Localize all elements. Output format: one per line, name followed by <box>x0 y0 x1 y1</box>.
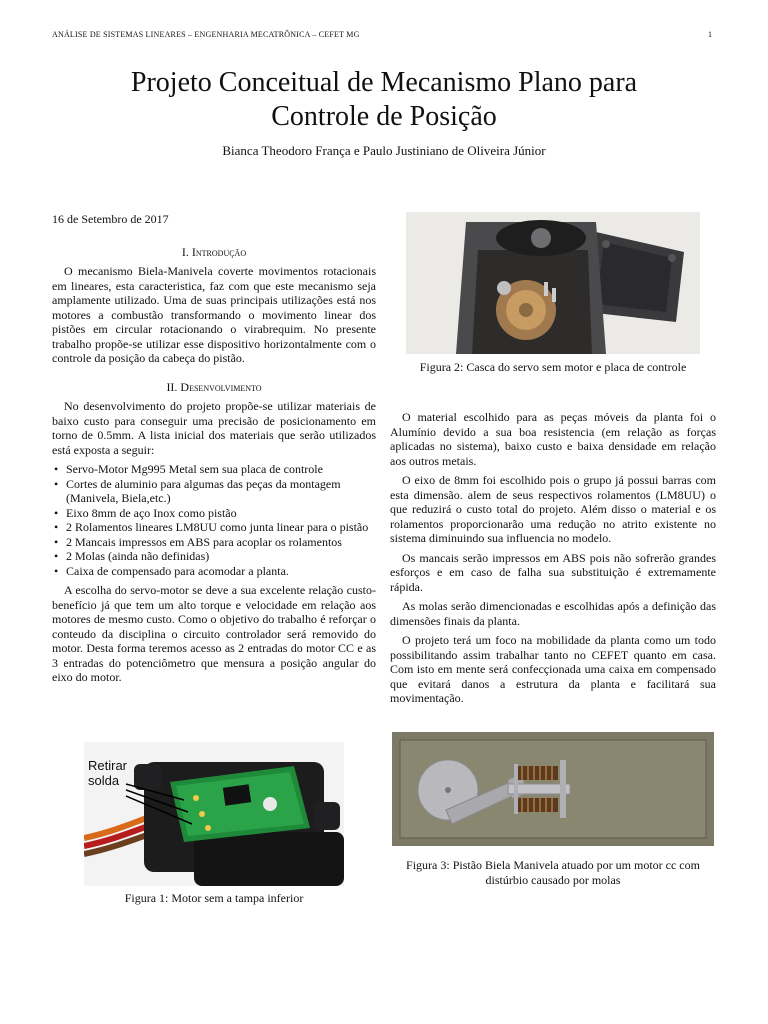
paper-date: 16 de Setembro de 2017 <box>52 212 169 226</box>
development-paragraph-2: A escolha do servo-motor se deve a sua excelente relação custo-benefício já que tem um alto torque e velocidade em relação aos motores de mesmo custo. Como o objetivo do trabalho é reforçar o conteudo da disciplina o circuito controlador será removido do motor. Desta forma teremos acesso as 2 entradas do motor CC e as 3 entradas do potenciômetro que mensura a posição angular do eixo do motor. <box>52 583 376 684</box>
list-item: • 2 Mancais impressos em ABS para acoplar os rolamentos <box>66 535 376 550</box>
crank-slider-illustration <box>390 724 716 850</box>
list-item: • Eixo 8mm de aço Inox como pistão <box>66 506 376 521</box>
servo-housing-illustration <box>406 212 700 354</box>
title-line-2: Controle de Posição <box>271 101 497 132</box>
list-item: • 2 Molas (ainda não definidas) <box>66 549 376 564</box>
left-column <box>52 212 376 690</box>
author-list: Bianca Theodoro França e Paulo Justiniano de Oliveira Júnior <box>222 143 546 158</box>
springs-paragraph: As molas serão dimencionadas e escolhidas após a definição das dimensões finais da planta. <box>390 599 716 628</box>
bearings-paragraph: Os mancais serão impressos em ABS pois não sofrerão grandes esforços e em caso de falha sua substituição é extremamente rápida. <box>390 550 716 594</box>
running-head: ANÁLISE DE SISTEMAS LINEARES – ENGENHARIA MECATRÔNICA – CEFET MG <box>52 30 360 39</box>
shaft-paragraph: O eixo de 8mm foi escolhido pois o grupo já possui barras com esta dimensão. alem de seus respectivos rolamentos (LM8UU) o que reduzirá o custo total do projeto. Além disso o material e os rolamentos proporcionarão uma redução no atrito existente no sistema diminuindo sua influencia no modelo. <box>390 473 716 545</box>
figure-1-annotation <box>88 758 127 788</box>
materials-paragraph: O material escolhido para as peças móveis da planta foi o Alumínio devido a sua boa resistencia (em relação as forças aplicadas no sistema), baixo custo e baixa densidade em relação aos outros metais. <box>390 410 716 468</box>
figure-2-caption: Figura 2: Casca do servo sem motor e placa de controle <box>419 360 687 374</box>
annotation-line-2: solda <box>88 773 120 788</box>
figure-3-caption: Figura 3: Pistão Biela Manivela atuado por um motor cc com distúrbio causado por molas <box>406 858 700 887</box>
figure-1-motor-photo <box>84 742 344 886</box>
figure-1-caption: Figura 1: Motor sem a tampa inferior <box>124 891 304 905</box>
list-item: • Cortes de aluminio para algumas das peças da montagem (Manivela, Biela,etc.) <box>66 477 376 506</box>
figure-2-servo-housing-photo <box>406 212 700 354</box>
right-column <box>390 410 716 711</box>
development-paragraph-1: No desenvolvimento do projeto propõe-se utilizar materiais de baixo custo para conseguir uma precisão de posicionamento em torno de 0.5mm. A lista inicial dos materiais que serão utilizados está exposta a seguir: <box>52 399 376 457</box>
mobility-paragraph: O projeto terá um foco na mobilidade da planta como um todo possibilitando assim trabalhar tanto no CEFET quanto em casa. Com isto em mente será confecçionada uma caixa em compensado que evitará danos a estrutura da planta e facilitará sua movimentação. <box>390 633 716 705</box>
page-number: 1 <box>708 30 712 39</box>
development-heading: II. Desenvolvimento <box>166 379 262 394</box>
annotation-line-1: Retirar <box>88 758 128 773</box>
intro-paragraph: O mecanismo Biela-Manivela coverte movimentos rotacionais em lineares, esta caracteristica, faz com que este mecanismo seja amplamente utilizado. Uma de suas principais utilizações está nos motores a combustão transformando o movimento linear dos pistões em circular rotacionando o virabrequim. No presente trabalho propõe-se utilizar esse dispositivo horizontalmente com o controle da posição da cabeça do pistão. <box>52 264 376 365</box>
list-item: • 2 Rolamentos lineares LM8UU como junta linear para o pistão <box>66 520 376 535</box>
paper-title <box>0 66 768 134</box>
intro-heading: I. Introdução <box>181 244 247 259</box>
figure-3-mechanism-render <box>390 724 716 850</box>
title-line-1: Projeto Conceitual de Mecanismo Plano para <box>130 67 638 98</box>
list-item: • Caixa de compensado para acomodar a planta. <box>66 564 376 579</box>
materials-list <box>52 462 376 578</box>
list-item: • Servo-Motor Mg995 Metal sem sua placa de controle <box>66 462 376 477</box>
